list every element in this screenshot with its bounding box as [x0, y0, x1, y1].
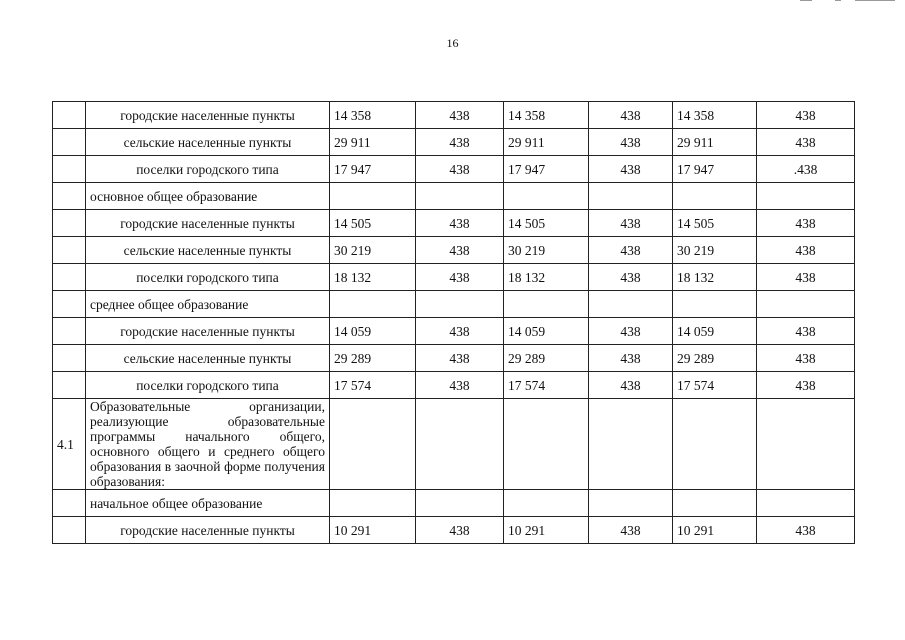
count-cell: 438	[757, 517, 855, 544]
section-heading: основное общее образование	[86, 183, 330, 210]
value-cell: 29 911	[504, 129, 589, 156]
value-cell	[330, 399, 416, 490]
table-row	[53, 102, 855, 129]
value-cell	[504, 291, 589, 318]
count-cell: 438	[757, 129, 855, 156]
value-cell: 17 947	[330, 156, 416, 183]
count-cell: 438	[589, 156, 673, 183]
row-label: сельские населенные пункты	[86, 129, 330, 156]
count-cell: 438	[757, 345, 855, 372]
row-index	[53, 183, 86, 210]
row-index	[53, 318, 86, 345]
table-row	[53, 183, 855, 210]
table-row	[53, 372, 855, 399]
count-cell	[589, 490, 673, 517]
count-cell: 438	[416, 129, 504, 156]
value-cell: 14 059	[673, 318, 757, 345]
value-cell: 17 947	[673, 156, 757, 183]
table-row	[53, 318, 855, 345]
value-cell: 29 911	[673, 129, 757, 156]
row-label: городские населенные пункты	[86, 517, 330, 544]
count-cell	[757, 399, 855, 490]
count-cell: 438	[589, 264, 673, 291]
row-label: поселки городского типа	[86, 156, 330, 183]
count-cell	[416, 183, 504, 210]
value-cell: 14 505	[504, 210, 589, 237]
value-cell: 17 574	[673, 372, 757, 399]
count-cell: 438	[589, 102, 673, 129]
value-cell	[504, 490, 589, 517]
value-cell	[504, 183, 589, 210]
row-index	[53, 345, 86, 372]
page-number: 16	[446, 36, 459, 50]
value-cell	[330, 291, 416, 318]
value-cell: 14 505	[330, 210, 416, 237]
count-cell	[416, 490, 504, 517]
count-cell: .438	[757, 156, 855, 183]
row-label: поселки городского типа	[86, 372, 330, 399]
row-index	[53, 156, 86, 183]
count-cell: 438	[416, 318, 504, 345]
count-cell	[757, 183, 855, 210]
value-cell: 30 219	[504, 237, 589, 264]
value-cell: 18 132	[673, 264, 757, 291]
row-index	[53, 129, 86, 156]
scan-mark-line	[835, 0, 841, 1]
count-cell: 438	[416, 517, 504, 544]
count-cell: 438	[416, 102, 504, 129]
value-cell: 29 289	[330, 345, 416, 372]
count-cell	[589, 399, 673, 490]
value-cell: 14 358	[504, 102, 589, 129]
value-cell: 10 291	[330, 517, 416, 544]
value-cell	[673, 490, 757, 517]
count-cell: 438	[589, 210, 673, 237]
count-cell: 438	[589, 372, 673, 399]
value-cell: 29 289	[673, 345, 757, 372]
count-cell	[589, 291, 673, 318]
row-index	[53, 264, 86, 291]
count-cell: 438	[589, 129, 673, 156]
table-row	[53, 517, 855, 544]
value-cell: 14 358	[673, 102, 757, 129]
table-row	[53, 210, 855, 237]
value-cell	[673, 183, 757, 210]
row-index: 4.1	[53, 399, 86, 490]
value-cell: 29 911	[330, 129, 416, 156]
value-cell: 17 947	[504, 156, 589, 183]
value-cell: 30 219	[673, 237, 757, 264]
value-cell	[504, 399, 589, 490]
section-heading: среднее общее образование	[86, 291, 330, 318]
row-index	[53, 372, 86, 399]
table-row	[53, 237, 855, 264]
value-cell: 18 132	[330, 264, 416, 291]
section-heading: начальное общее образование	[86, 490, 330, 517]
value-cell: 10 291	[673, 517, 757, 544]
count-cell: 438	[757, 210, 855, 237]
value-cell: 29 289	[504, 345, 589, 372]
row-index	[53, 237, 86, 264]
count-cell: 438	[416, 156, 504, 183]
value-cell: 14 059	[504, 318, 589, 345]
table-row	[53, 291, 855, 318]
count-cell	[589, 183, 673, 210]
count-cell: 438	[757, 264, 855, 291]
value-cell: 14 505	[673, 210, 757, 237]
value-cell: 18 132	[504, 264, 589, 291]
data-table	[52, 101, 855, 544]
row-label: городские населенные пункты	[86, 210, 330, 237]
row-index	[53, 517, 86, 544]
row-index	[53, 210, 86, 237]
count-cell: 438	[757, 318, 855, 345]
value-cell: 17 574	[330, 372, 416, 399]
count-cell: 438	[757, 102, 855, 129]
value-cell	[673, 291, 757, 318]
row-label: сельские населенные пункты	[86, 345, 330, 372]
value-cell: 30 219	[330, 237, 416, 264]
count-cell: 438	[589, 345, 673, 372]
count-cell: 438	[589, 318, 673, 345]
row-label: городские населенные пункты	[86, 318, 330, 345]
scan-mark-line	[800, 0, 812, 1]
count-cell: 438	[416, 237, 504, 264]
table-row	[53, 399, 855, 490]
category-description: Образовательные организации, реализующие образовательные программы начального общего, основного общего и среднего общего образования в заочной форме получения образования:	[86, 399, 330, 490]
value-cell	[330, 183, 416, 210]
count-cell	[757, 291, 855, 318]
value-cell: 14 358	[330, 102, 416, 129]
table-row	[53, 490, 855, 517]
row-index	[53, 291, 86, 318]
value-cell: 17 574	[504, 372, 589, 399]
count-cell	[416, 291, 504, 318]
count-cell: 438	[416, 372, 504, 399]
count-cell: 438	[416, 264, 504, 291]
count-cell: 438	[757, 237, 855, 264]
table-row	[53, 345, 855, 372]
table-row	[53, 264, 855, 291]
table-row	[53, 129, 855, 156]
count-cell: 438	[416, 345, 504, 372]
row-index	[53, 102, 86, 129]
count-cell: 438	[589, 517, 673, 544]
value-cell: 14 059	[330, 318, 416, 345]
row-index	[53, 490, 86, 517]
value-cell	[673, 399, 757, 490]
count-cell: 438	[416, 210, 504, 237]
value-cell: 10 291	[504, 517, 589, 544]
row-label: поселки городского типа	[86, 264, 330, 291]
count-cell	[416, 399, 504, 490]
count-cell: 438	[589, 237, 673, 264]
row-label: городские населенные пункты	[86, 102, 330, 129]
row-label: сельские населенные пункты	[86, 237, 330, 264]
count-cell: 438	[757, 372, 855, 399]
scan-mark-line	[855, 0, 895, 1]
value-cell	[330, 490, 416, 517]
count-cell	[757, 490, 855, 517]
table-row	[53, 156, 855, 183]
